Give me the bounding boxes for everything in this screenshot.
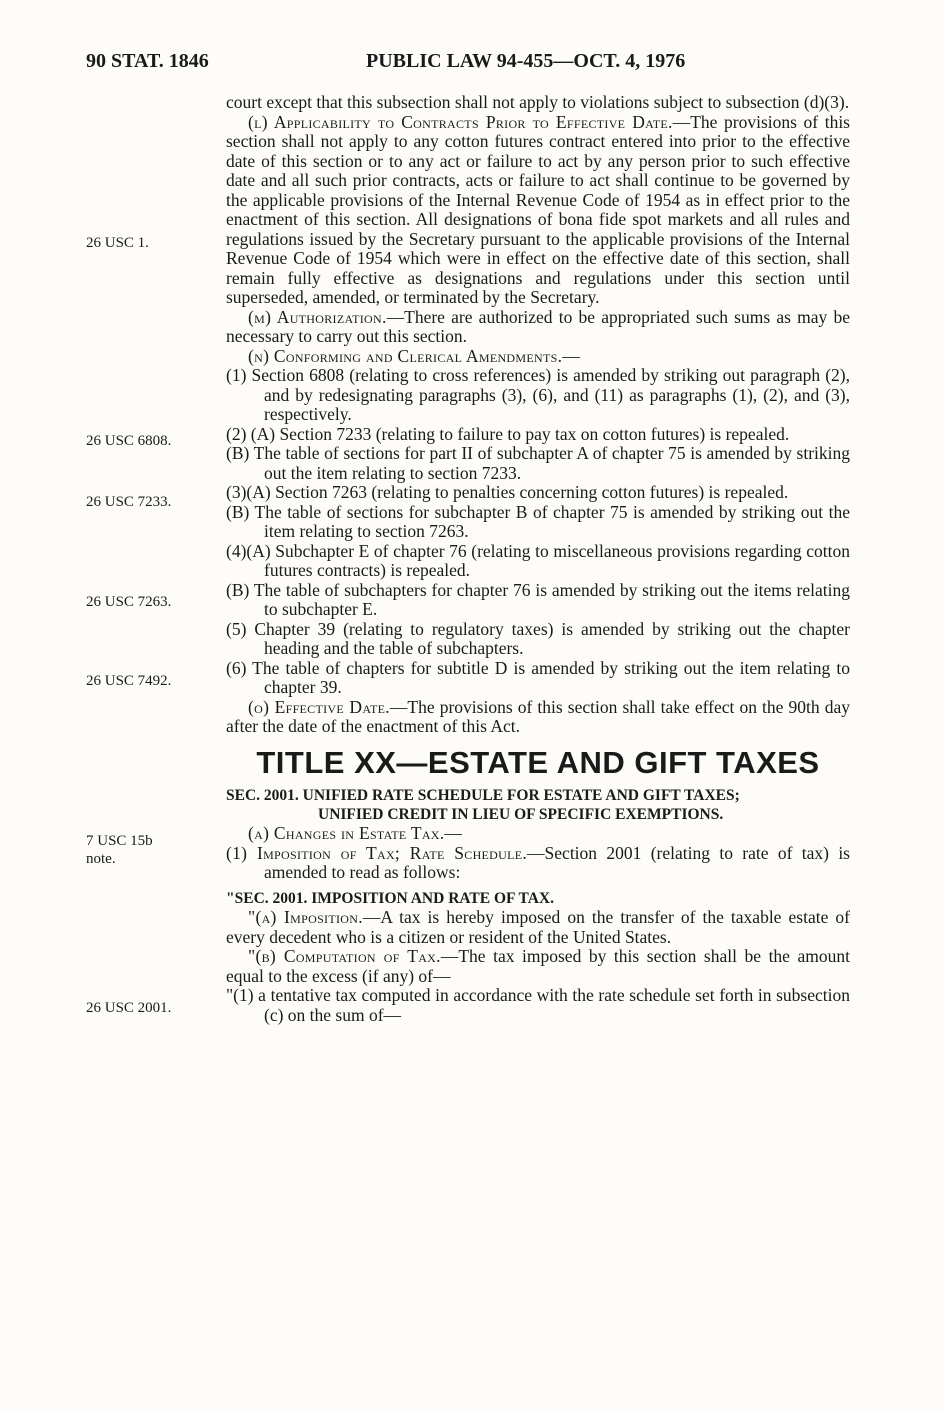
paragraph-body: —Section 2001 (relating to rate of tax) is amended to read as follows: bbox=[264, 842, 850, 882]
paragraph: (B) The table of sections for subchapter B of chapter 75 is amended by striking out the item relating to section 7263. bbox=[226, 501, 850, 541]
section-heading bbox=[226, 786, 850, 824]
paragraph-body: —There are authorized to be appropriated such sums as may be necessary to carry out this section. bbox=[226, 306, 850, 346]
paragraph bbox=[226, 947, 850, 986]
paragraph bbox=[226, 908, 850, 947]
paragraph-body: —The tax imposed by this section shall be the amount equal to the excess (if any) of— bbox=[226, 946, 850, 986]
paragraph: (5) Chapter 39 (relating to regulatory taxes) is amended by striking out the chapter heading and the table of subchapters. bbox=[226, 618, 850, 658]
title-heading: TITLE XX—ESTATE AND GIFT TAXES bbox=[256, 744, 820, 780]
paragraph-heading: "(b) Computation of Tax. bbox=[248, 946, 441, 966]
paragraph-heading: (m) Authorization. bbox=[248, 306, 387, 327]
paragraph: (1) Section 6808 (relating to cross references) is amended by striking out paragraph (2), and by redesignating paragraphs (3), (6), and (11) as paragraphs (1), (2), and (3), respectively. bbox=[226, 365, 850, 424]
paragraph bbox=[226, 308, 850, 347]
paragraph-body: —The provisions of this section shall not apply to any cotton futures contract entered into prior to the effective date of this section or to any act or failure to act by any person prior to such effective date and all such prior contracts, acts or failure to act shall continue to be governed by the applicable provisions of the Internal Revenue Code of 1954 as in effect prior to the enactment of this section. All designations of bona fide spot markets and all rules and regulations issued by the Secretary pursuant to the applicable provisions of the Internal Revenue Code of 1954 which were in effect on the effective date of this section, shall remain fully effective as designations and regulations under this section until superseded, amended, or terminated by the Secretary. bbox=[226, 111, 850, 307]
paragraph-heading: (l) Applicability to Contracts Prior to Effective Date. bbox=[248, 111, 673, 132]
paragraph bbox=[226, 113, 850, 308]
body-text bbox=[226, 93, 850, 1025]
statute-citation: 90 STAT. 1846 bbox=[86, 50, 209, 72]
margin-note: 26 USC 2001. bbox=[86, 1000, 172, 1016]
margin-note: note. bbox=[86, 851, 116, 867]
margin-note: 26 USC 1. bbox=[86, 235, 149, 251]
margin-note: 26 USC 6808. bbox=[86, 433, 172, 449]
paragraph: (2) (A) Section 7233 (relating to failure to pay tax on cotton futures) is repealed. bbox=[226, 423, 790, 444]
paragraph-heading: (o) Effective Date. bbox=[248, 696, 390, 717]
paragraph-heading: (n) Conforming and Clerical Amendments.— bbox=[248, 345, 581, 366]
paragraph-heading: (a) Changes in Estate Tax.— bbox=[248, 823, 463, 843]
paragraph: (3)(A) Section 7263 (relating to penalties concerning cotton futures) is repealed. bbox=[226, 482, 789, 502]
margin-note: 26 USC 7492. bbox=[86, 673, 172, 689]
paragraph: "(1) a tentative tax computed in accordance with the rate schedule set forth in subsection (c) on the sum of— bbox=[226, 985, 850, 1025]
paragraph-body: —The provisions of this section shall take effect on the 90th day after the date of the enactment of this Act. bbox=[226, 696, 850, 736]
section-heading-line: UNIFIED CREDIT IN LIEU OF SPECIFIC EXEMPTIONS. bbox=[318, 806, 724, 823]
paragraph bbox=[226, 698, 850, 737]
section-heading-line: SEC. 2001. UNIFIED RATE SCHEDULE FOR ESTATE AND GIFT TAXES; bbox=[226, 787, 740, 804]
section-heading: "SEC. 2001. IMPOSITION AND RATE OF TAX. bbox=[226, 889, 554, 907]
paragraph-body: —A tax is hereby imposed on the transfer of the taxable estate of every decedent who is a citizen or resident of the United States. bbox=[226, 907, 850, 947]
paragraph: (4)(A) Subchapter E of chapter 76 (relating to miscellaneous provisions regarding cotton futures contracts) is repealed. bbox=[226, 540, 850, 580]
paragraph: (6) The table of chapters for subtitle D is amended by striking out the item relating to chapter 39. bbox=[226, 657, 850, 697]
margin-note: 26 USC 7233. bbox=[86, 494, 172, 510]
margin-note: 7 USC 15b bbox=[86, 833, 153, 849]
paragraph-heading: (1) Imposition of Tax; Rate Schedule. bbox=[226, 842, 528, 863]
margin-note: 26 USC 7263. bbox=[86, 594, 172, 610]
paragraph: court except that this subsection shall not apply to violations subject to subsection (d)(3). bbox=[226, 92, 850, 112]
page-header bbox=[86, 50, 857, 80]
paragraph-heading: "(a) Imposition. bbox=[248, 907, 363, 927]
paragraph: (B) The table of subchapters for chapter 76 is amended by striking out the items relating to subchapter E. bbox=[226, 579, 850, 619]
public-law-title: PUBLIC LAW 94-455—OCT. 4, 1976 bbox=[366, 50, 686, 72]
paragraph bbox=[226, 844, 850, 883]
paragraph: (B) The table of sections for part II of subchapter A of chapter 75 is amended by striking out the item relating to section 7233. bbox=[226, 443, 850, 483]
